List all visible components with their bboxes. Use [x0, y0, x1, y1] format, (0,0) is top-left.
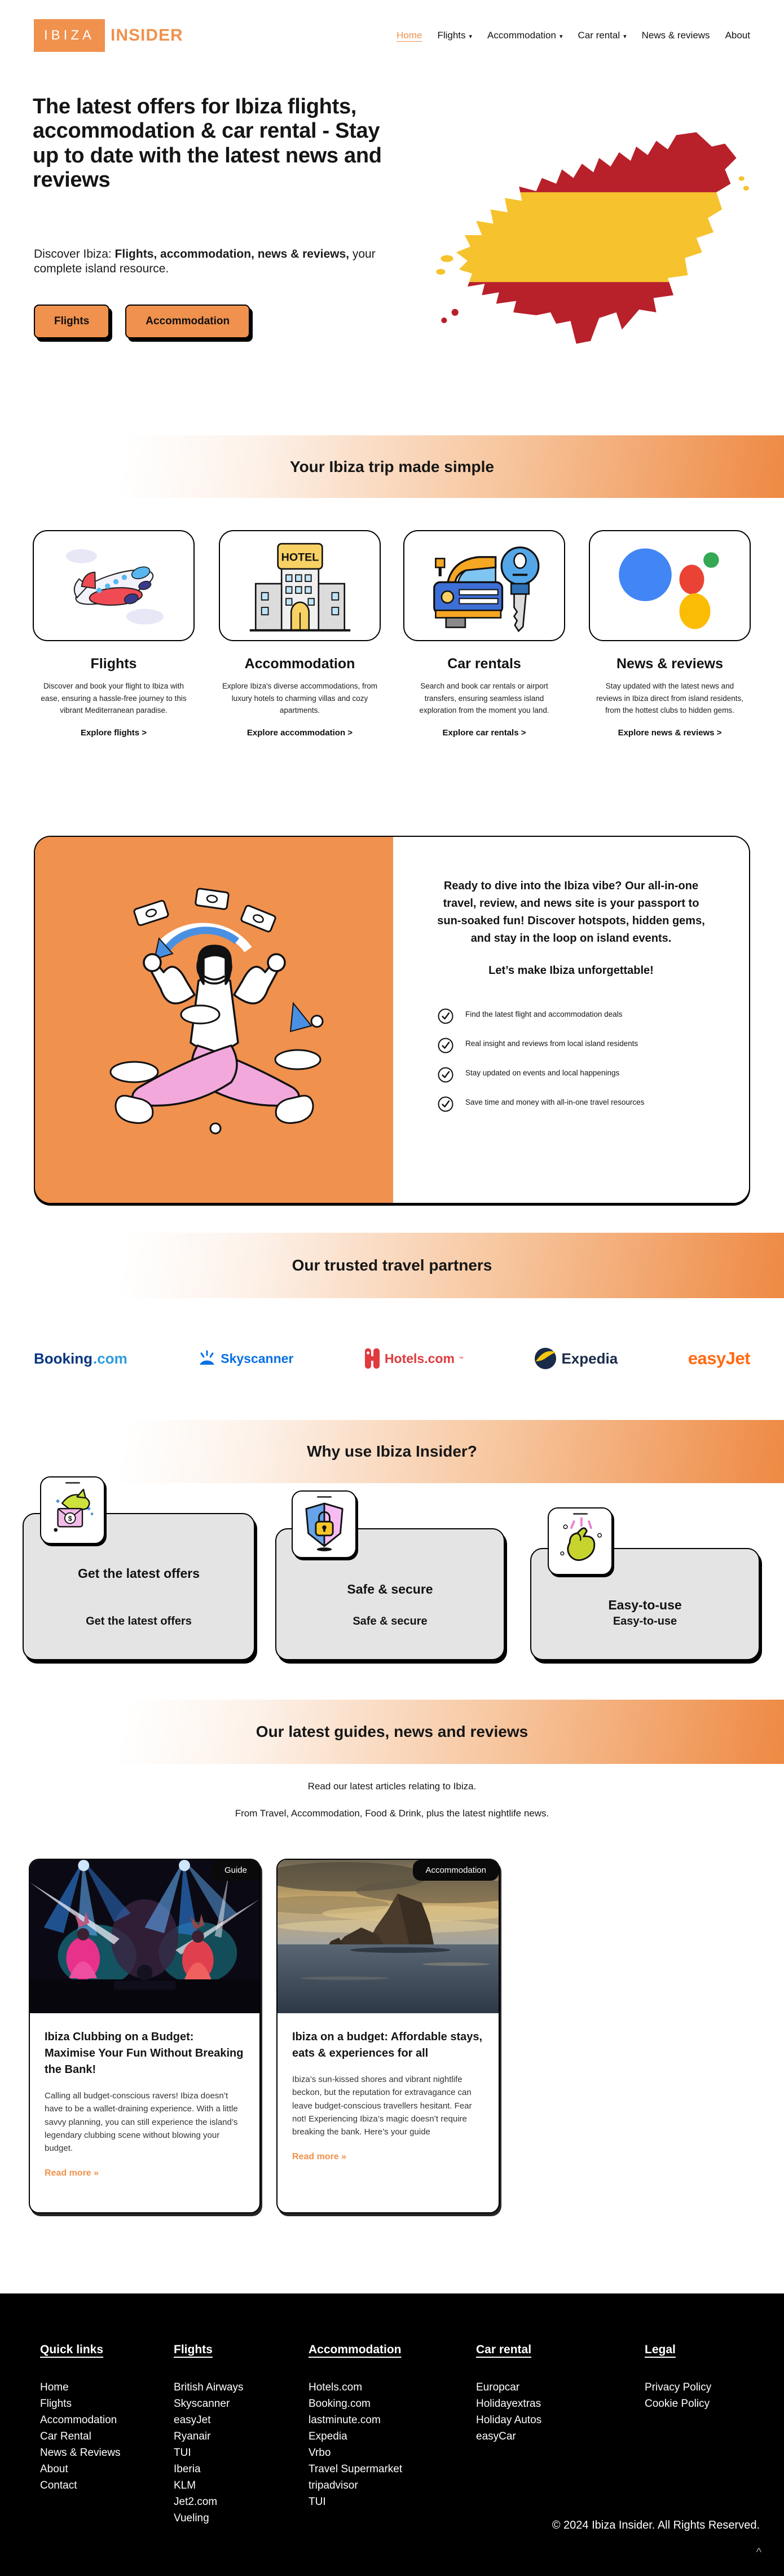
- footer-link[interactable]: Hotels.com: [309, 2381, 363, 2393]
- trip-card-news-reviews: [589, 530, 751, 738]
- footer-column-quick-links: [40, 2343, 121, 2494]
- trip-card-description: Stay updated with the latest news and reviews in Ibiza direct from island residents, from the hottest clubs to hidden gems.: [596, 682, 744, 715]
- footer-link[interactable]: Home: [40, 2381, 69, 2393]
- footer-link[interactable]: easyJet: [174, 2414, 211, 2426]
- check-circle-icon: [437, 1008, 454, 1025]
- trip-card-title: News & reviews: [616, 656, 723, 672]
- why-card-heading: Safe & secure: [347, 1582, 433, 1596]
- check-circle-icon: [437, 1066, 454, 1083]
- cta-panel: [34, 836, 750, 1204]
- footer-link[interactable]: About: [40, 2463, 68, 2475]
- footer-link[interactable]: Booking.com: [309, 2398, 371, 2410]
- svg-text:HOTEL: HOTEL: [281, 550, 319, 563]
- article-badge: Guide: [212, 1860, 259, 1881]
- article-badge: Accommodation: [413, 1860, 499, 1881]
- logo-square: [34, 19, 105, 52]
- footer-heading: Car rental: [476, 2343, 532, 2356]
- footer-link[interactable]: Vrbo: [309, 2447, 331, 2459]
- trip-card-car-rentals: [403, 530, 565, 738]
- header: [34, 19, 750, 52]
- latest-offers-icon: [40, 1476, 105, 1544]
- article-text: Calling all budget-conscious ravers! Ibiza doesn’t have to be a wallet-draining experience. With a little savvy planning, you can still experience the island’s legendary clubbing scene without blowing your budget.: [45, 2091, 238, 2153]
- skyscanner-sun-icon: [197, 1350, 217, 1367]
- hotels-h-icon: [364, 1347, 381, 1370]
- hero-buttons: [34, 305, 250, 338]
- why-card-heading: Easy-to-use: [608, 1598, 682, 1612]
- guides-title: Our latest guides, news and reviews: [256, 1723, 528, 1740]
- trip-card-title: Flights: [90, 656, 137, 672]
- why-card-description: Get the latest offers: [86, 1615, 192, 1627]
- easy-hand-icon: [548, 1507, 613, 1575]
- trip-card-description: Discover and book your flight to Ibiza with ease, ensuring a hassle-free journey to this vibrant Mediterranean paradise.: [41, 682, 187, 715]
- hotels-com-logo[interactable]: Hotels.com ™: [364, 1347, 464, 1370]
- footer-link[interactable]: TUI: [309, 2496, 326, 2508]
- why-card-description: Safe & secure: [353, 1615, 428, 1627]
- footer-link[interactable]: Car Rental: [40, 2431, 91, 2442]
- footer-link[interactable]: Skyscanner: [174, 2398, 230, 2410]
- footer-link[interactable]: Privacy Policy: [645, 2381, 712, 2393]
- article-title: Ibiza on a budget: Affordable stays, eats & experiences for all: [292, 2031, 483, 2059]
- club-night-image: [30, 1860, 259, 2013]
- guides-intro-line2: From Travel, Accommodation, Food & Drink, plus the latest nightlife news.: [235, 1808, 549, 1819]
- logo-wordmark: INSIDER: [111, 26, 183, 45]
- footer-heading: Quick links: [40, 2343, 104, 2356]
- skyscanner-logo[interactable]: Skyscanner: [197, 1350, 293, 1367]
- why-title: Why use Ibiza Insider?: [307, 1443, 477, 1460]
- article-card[interactable]: [276, 1859, 500, 2213]
- assistant-circles-icon: [589, 530, 751, 641]
- why-banner: [0, 1420, 784, 1483]
- chevron-down-icon: ▾: [469, 33, 473, 40]
- accommodation-button[interactable]: Accommodation: [125, 305, 250, 338]
- checklist-item: Find the latest flight and accommodation deals: [437, 1009, 712, 1025]
- nav-item-news-reviews[interactable]: News & reviews: [641, 30, 710, 41]
- check-circle-icon: [437, 1096, 454, 1113]
- copyright-text: © 2024 Ibiza Insider. All Rights Reserved.: [552, 2519, 760, 2531]
- check-circle-icon: [437, 1037, 454, 1054]
- footer-link[interactable]: Expedia: [309, 2431, 347, 2442]
- cta-tagline: Let’s make Ibiza unforgettable!: [488, 964, 654, 977]
- hero-title: The latest offers for Ibiza flights, accommodation & car rental - Stay up to date with the latest news and reviews: [33, 95, 382, 192]
- explore-news-reviews-link[interactable]: Explore news & reviews >: [618, 727, 722, 738]
- footer-link[interactable]: Cookie Policy: [645, 2398, 710, 2410]
- footer-heading: Flights: [174, 2343, 213, 2356]
- footer-column-car-rental: [476, 2343, 541, 2445]
- footer-link[interactable]: Ryanair: [174, 2431, 211, 2442]
- easyjet-logo[interactable]: easyJet: [688, 1348, 750, 1368]
- airplane-icon: [33, 530, 195, 641]
- footer-link[interactable]: Jet2.com: [174, 2496, 218, 2508]
- article-body: [30, 2013, 259, 2178]
- footer-column-flights: [174, 2343, 244, 2526]
- logo-square-text: IBIZA: [43, 28, 95, 43]
- partner-logos-row: [34, 1341, 750, 1376]
- hotel-icon: [219, 530, 381, 641]
- partners-title: Our trusted travel partners: [292, 1256, 492, 1274]
- why-card-description: Easy-to-use: [613, 1615, 677, 1627]
- trip-section-banner: [0, 435, 784, 498]
- read-more-link[interactable]: Read more »: [292, 2152, 347, 2162]
- nav-item-home[interactable]: Home: [397, 30, 422, 41]
- article-card[interactable]: [29, 1859, 261, 2213]
- booking-logo[interactable]: Booking .com: [34, 1349, 127, 1367]
- footer-column-legal: [645, 2343, 721, 2412]
- ibiza-flag-map: [428, 123, 754, 347]
- cta-content: [393, 837, 749, 1203]
- nav-item-car-rental[interactable]: Car rental ▾: [578, 30, 627, 41]
- footer: [0, 2293, 784, 2576]
- why-card-heading: Get the latest offers: [78, 1566, 200, 1581]
- shield-lock-icon: [292, 1490, 356, 1558]
- article-text: Ibiza’s sun-kissed shores and vibrant nightlife beckon, but the reputation for extravagance can leave budget-conscious travellers hesitant. Fear not! Experiencing Ibiza’s magic doesn’t require breaking the bank. Here’s your guide: [292, 2075, 472, 2137]
- cta-checklist: [437, 1009, 712, 1113]
- footer-link[interactable]: Travel Supermarket: [309, 2463, 403, 2475]
- footer-link[interactable]: Flights: [40, 2398, 72, 2410]
- checklist-item: Stay updated on events and local happenings: [437, 1068, 712, 1083]
- back-to-top-button[interactable]: ^: [756, 2546, 761, 2559]
- partners-banner: [0, 1233, 784, 1298]
- svg-text:$: $: [68, 1514, 72, 1523]
- explore-car-rentals-link[interactable]: Explore car rentals >: [442, 727, 526, 738]
- cta-paragraph: Ready to dive into the Ibiza vibe? Our all-in-one travel, review, and news site is your passport to sun-soaked fun! Discover hotspots, hidden gems, and stay in the loop on island events.: [437, 880, 705, 945]
- guides-banner: [0, 1700, 784, 1764]
- footer-link[interactable]: Accommodation: [40, 2414, 117, 2426]
- explore-accommodation-link[interactable]: Explore accommodation >: [246, 727, 353, 738]
- article-body: [278, 2013, 499, 2162]
- checklist-item: Save time and money with all-in-one travel resources: [437, 1097, 712, 1113]
- chevron-down-icon: ▾: [559, 33, 563, 40]
- footer-link[interactable]: tripadvisor: [309, 2480, 358, 2491]
- nav-item-about[interactable]: About: [725, 30, 750, 41]
- footer-link[interactable]: easyCar: [476, 2431, 516, 2442]
- explore-flights-link[interactable]: Explore flights >: [80, 727, 147, 738]
- trip-card-flights: [33, 530, 195, 738]
- footer-link[interactable]: News & Reviews: [40, 2447, 121, 2459]
- nav-item-flights[interactable]: Flights ▾: [437, 30, 473, 41]
- footer-link[interactable]: British Airways: [174, 2381, 244, 2393]
- hero-subtitle: Discover Ibiza: Flights, accommodation, news & reviews, your complete island resource.: [34, 248, 376, 276]
- site-logo[interactable]: [34, 19, 183, 52]
- footer-link[interactable]: Vueling: [174, 2512, 209, 2524]
- meditation-illustration: [35, 837, 393, 1203]
- footer-link[interactable]: Holiday Autos: [476, 2414, 542, 2426]
- es-vedra-image: [278, 1860, 499, 2013]
- article-title: Ibiza Clubbing on a Budget: Maximise Your Fun Without Breaking the Bank!: [45, 2031, 244, 2076]
- nav-item-accommodation[interactable]: Accommodation ▾: [487, 30, 563, 41]
- footer-heading: Legal: [645, 2343, 676, 2356]
- footer-link[interactable]: Iberia: [174, 2463, 201, 2475]
- trip-card-title: Car rentals: [447, 656, 521, 672]
- flights-button[interactable]: Flights: [34, 305, 109, 338]
- trip-card-title: Accommodation: [244, 656, 355, 672]
- trip-card-description: Search and book car rentals or airport transfers, ensuring seamless island exploration from the moment you land.: [419, 682, 549, 715]
- footer-link[interactable]: KLM: [174, 2480, 196, 2491]
- read-more-link[interactable]: Read more »: [45, 2168, 99, 2178]
- footer-link[interactable]: Contact: [40, 2480, 77, 2491]
- footer-link[interactable]: Holidayextras: [476, 2398, 541, 2410]
- footer-link[interactable]: lastminute.com: [309, 2414, 381, 2426]
- footer-heading: Accommodation: [309, 2343, 402, 2356]
- footer-link[interactable]: TUI: [174, 2447, 191, 2459]
- expedia-logo[interactable]: Expedia: [534, 1347, 618, 1370]
- footer-column-accommodation: [309, 2343, 402, 2510]
- expedia-globe-icon: [534, 1347, 557, 1370]
- chevron-down-icon: ▾: [623, 33, 627, 40]
- car-key-icon: [403, 530, 565, 641]
- trip-card-description: Explore Ibiza's diverse accommodations, from luxury hotels to charming villas and cozy apartments.: [222, 682, 377, 715]
- checklist-item: Real insight and reviews from local island residents: [437, 1038, 712, 1054]
- trip-card-accommodation: [219, 530, 381, 738]
- trip-section-title: Your Ibiza trip made simple: [289, 457, 494, 475]
- main-nav: [397, 30, 750, 41]
- guides-intro-line1: Read our latest articles relating to Ibiza.: [307, 1781, 477, 1792]
- footer-link[interactable]: Europcar: [476, 2381, 520, 2393]
